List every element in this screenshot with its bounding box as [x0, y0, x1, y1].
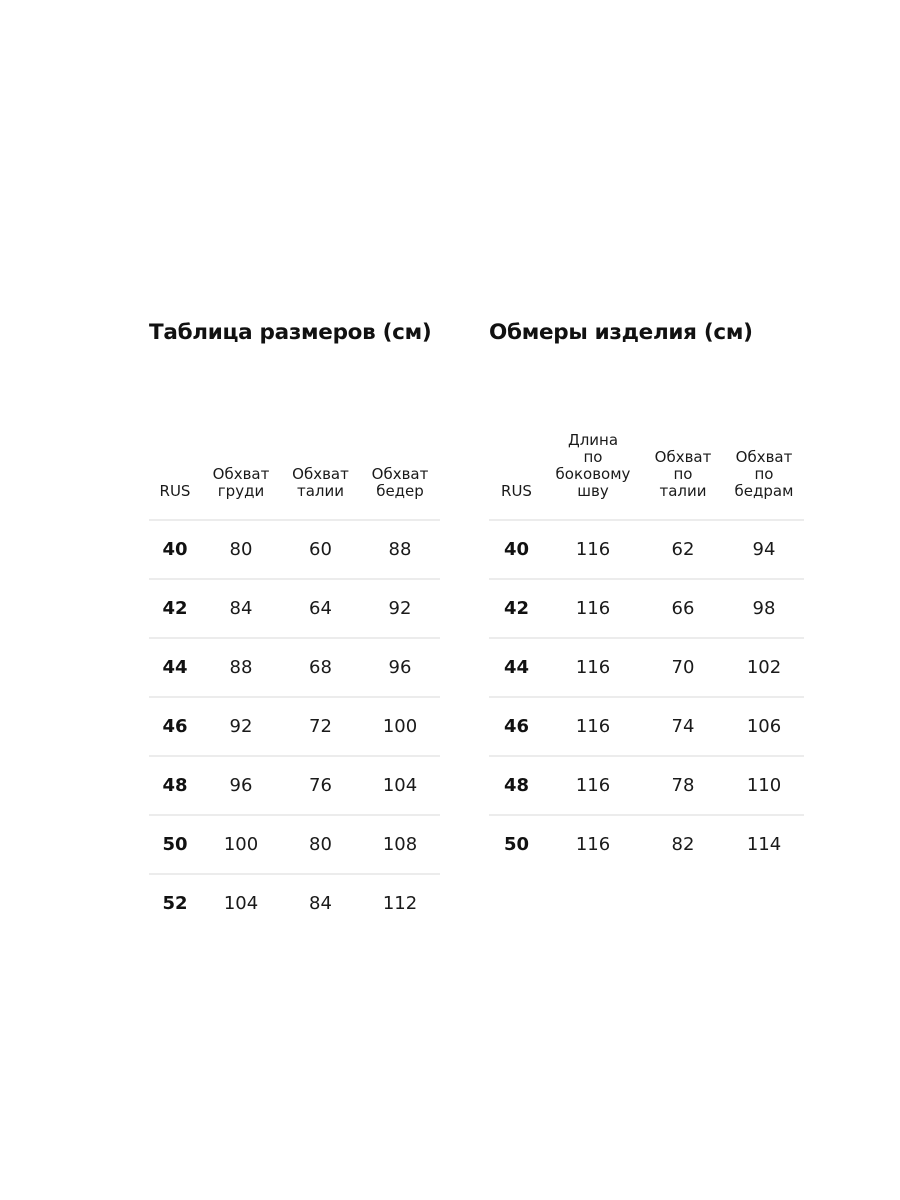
size-chart-title: Таблица размеров (см): [149, 320, 432, 345]
garment-measurements-panel: [489, 316, 804, 873]
column-header-line: Обхват: [292, 465, 349, 483]
measurement-cell: 100: [360, 697, 440, 756]
size-cell: 48: [149, 756, 201, 815]
table-header-row: [489, 420, 804, 520]
measurement-cell: 72: [281, 697, 360, 756]
measurement-cell: 76: [281, 756, 360, 815]
column-header-line: шву: [577, 482, 609, 500]
measurement-cell: 74: [642, 697, 724, 756]
size-cell: 48: [489, 756, 544, 815]
table-row: [489, 697, 804, 756]
measurement-cell: 98: [724, 579, 804, 638]
measurement-cell: 106: [724, 697, 804, 756]
measurement-cell: 112: [382, 893, 418, 914]
measurement-cell: 80: [201, 520, 281, 579]
column-header-line: талии: [659, 482, 707, 500]
measurement-cell: 82: [671, 834, 695, 855]
column-header-line: Обхват: [735, 448, 793, 466]
measurement-cell: 60: [281, 520, 360, 579]
column-header-line: талии: [296, 482, 344, 500]
column-header: [724, 420, 804, 520]
measurement-cell: 80: [281, 815, 360, 874]
measurement-cell: 96: [201, 756, 281, 815]
measurement-cell: 78: [642, 756, 724, 815]
table-row: [489, 756, 804, 815]
measurement-cell: 92: [201, 697, 281, 756]
column-header-line: Обхват: [371, 465, 429, 483]
table-row: [149, 874, 440, 932]
column-header-line: RUS: [501, 482, 532, 500]
table-row: [149, 815, 440, 874]
measurement-cell: 104: [223, 893, 259, 914]
size-cell: 44: [149, 638, 201, 697]
table-row: [489, 579, 804, 638]
table-row: [149, 697, 440, 756]
size-cell: 42: [149, 579, 201, 638]
table-row: [489, 520, 804, 579]
column-header-line: Обхват: [654, 448, 712, 466]
column-header-line: RUS: [159, 482, 191, 500]
measurement-cell: 96: [360, 638, 440, 697]
size-cell: 44: [489, 638, 544, 697]
measurement-cell: 116: [544, 520, 642, 579]
garment-measurements-table: [489, 420, 804, 873]
measurement-cell: 100: [201, 815, 281, 874]
column-header-line: по: [583, 448, 603, 466]
column-header-line: боковому: [555, 465, 631, 483]
measurement-cell: 116: [544, 579, 642, 638]
size-cell: 52: [162, 893, 188, 914]
column-header-line: бедрам: [734, 482, 794, 500]
column-header: [642, 420, 724, 520]
table-row: [489, 638, 804, 697]
table-row: [149, 520, 440, 579]
column-header-line: Длина: [567, 431, 619, 449]
measurement-cell: 102: [724, 638, 804, 697]
measurement-cell: 114: [746, 834, 782, 855]
size-chart-table: [149, 420, 440, 932]
column-header: [544, 420, 642, 520]
measurement-cell: 104: [360, 756, 440, 815]
measurement-cell: 88: [360, 520, 440, 579]
column-header-line: груди: [217, 482, 265, 500]
measurement-cell: 116: [544, 638, 642, 697]
measurement-cell: 116: [575, 834, 611, 855]
measurement-cell: 84: [201, 579, 281, 638]
column-header-rus: [149, 420, 201, 520]
table-header-row: [149, 420, 440, 520]
size-cell: 50: [503, 834, 530, 855]
measurement-cell: 94: [724, 520, 804, 579]
measurement-cell: 84: [309, 893, 332, 914]
measurement-cell: 108: [360, 815, 440, 874]
measurement-cell: 66: [642, 579, 724, 638]
garment-measurements-title: Обмеры изделия (см): [489, 320, 753, 345]
measurement-cell: 64: [281, 579, 360, 638]
measurement-cell: 116: [544, 697, 642, 756]
column-header-rus: [489, 420, 544, 520]
table-row: [149, 638, 440, 697]
column-header: [201, 420, 281, 520]
size-cell: 46: [489, 697, 544, 756]
measurement-cell: 116: [544, 756, 642, 815]
size-cell: 40: [149, 520, 201, 579]
column-header-line: Обхват: [212, 465, 270, 483]
measurement-cell: 62: [642, 520, 724, 579]
measurement-cell: 92: [360, 579, 440, 638]
size-cell: 50: [149, 815, 201, 874]
column-header-line: по: [754, 465, 774, 483]
table-row: [149, 579, 440, 638]
size-chart-panel: [149, 316, 440, 932]
measurement-cell: 110: [724, 756, 804, 815]
column-header-line: бедер: [376, 482, 424, 500]
column-header-line: по: [673, 465, 693, 483]
column-header: [360, 420, 440, 520]
column-header: [281, 420, 360, 520]
size-cell: 40: [489, 520, 544, 579]
measurement-cell: 88: [201, 638, 281, 697]
table-row: [489, 815, 804, 873]
size-cell: 46: [149, 697, 201, 756]
measurement-cell: 68: [281, 638, 360, 697]
table-row: [149, 756, 440, 815]
measurement-cell: 70: [642, 638, 724, 697]
size-cell: 42: [489, 579, 544, 638]
